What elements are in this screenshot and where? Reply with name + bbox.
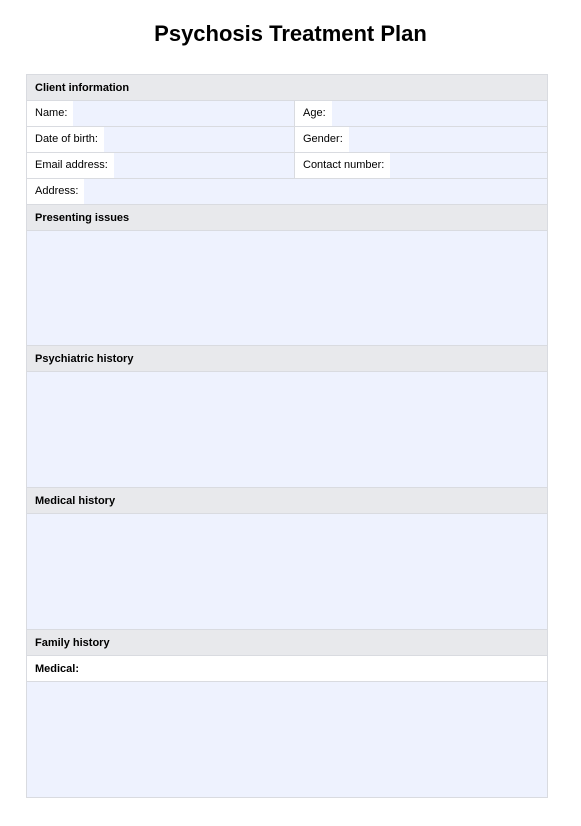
presenting-issues-header: Presenting issues (27, 205, 547, 231)
name-cell (27, 101, 295, 126)
age-label: Age: (295, 101, 332, 126)
name-field[interactable] (73, 101, 294, 126)
psychiatric-history-header: Psychiatric history (27, 346, 547, 372)
address-field[interactable] (84, 179, 547, 204)
age-cell (295, 101, 547, 126)
family-history-header: Family history (27, 630, 547, 656)
page-title: Psychosis Treatment Plan (154, 21, 427, 46)
address-cell (27, 179, 547, 204)
name-age-row (27, 101, 547, 127)
dob-label: Date of birth: (27, 127, 104, 152)
presenting-issues-field[interactable] (27, 231, 547, 346)
gender-cell (295, 127, 547, 152)
email-cell (27, 153, 295, 178)
family-medical-field[interactable] (27, 682, 547, 797)
address-label: Address: (27, 179, 84, 204)
email-field[interactable] (114, 153, 294, 178)
medical-history-field[interactable] (27, 514, 547, 630)
dob-cell (27, 127, 295, 152)
client-information-header: Client information (27, 75, 547, 101)
email-label: Email address: (27, 153, 114, 178)
contact-field[interactable] (390, 153, 547, 178)
medical-history-header: Medical history (27, 488, 547, 514)
contact-label: Contact number: (295, 153, 390, 178)
age-field[interactable] (332, 101, 547, 126)
family-medical-label: Medical: (27, 656, 547, 682)
dob-field[interactable] (104, 127, 294, 152)
gender-field[interactable] (349, 127, 547, 152)
gender-label: Gender: (295, 127, 349, 152)
dob-gender-row (27, 127, 547, 153)
name-label: Name: (27, 101, 73, 126)
address-row (27, 179, 547, 205)
contact-cell (295, 153, 547, 178)
treatment-plan-form (26, 74, 548, 798)
psychiatric-history-field[interactable] (27, 372, 547, 488)
email-contact-row (27, 153, 547, 179)
